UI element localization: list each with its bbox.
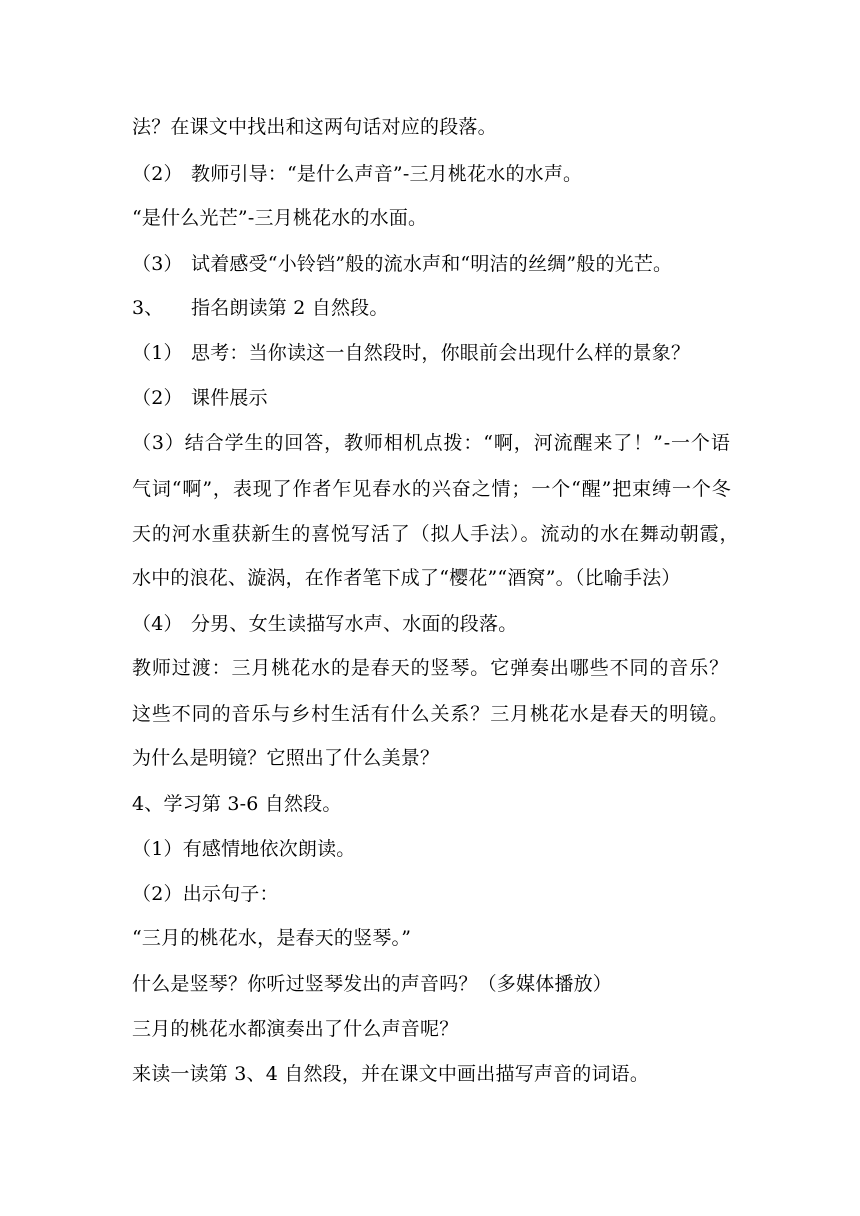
line-text: 水中的浪花、漩涡，在作者笔下成了“樱花”“酒窝”。（比喻手法） [132,567,681,589]
paragraph-line [132,882,742,906]
line-text: 教师过渡：三月桃花水的是春天的竖琴。它弹奏出哪些不同的音乐？ [132,657,730,679]
line-text: 法？在课文中找出和这两句话对应的段落。 [132,116,497,138]
paragraph-line [132,702,742,726]
item-text: 指名朗读第 2 自然段。 [191,297,389,319]
paragraph-line [132,746,742,770]
paragraph-line [132,206,742,230]
paragraph-line [132,656,742,680]
item-number: 3、 [132,297,164,319]
paragraph-line [132,972,742,996]
list-item [132,162,742,186]
item-text: 思考：当你读这一自然段时，你眼前会出现什么样的景象？ [191,342,691,364]
line-text: “是什么光芒”-三月桃花水的水面。 [132,207,428,229]
line-text: （1）有感情地依次朗读。 [132,838,356,860]
list-item [132,252,742,276]
line-text: （2）出示句子： [132,883,279,905]
line-text: （3）结合学生的回答，教师相机点拨：“啊，河流醒来了！”-一个语 [132,432,731,454]
item-number: （1） [132,342,183,364]
paragraph-line [132,477,742,501]
paragraph-line [132,792,742,816]
line-text: 为什么是明镜？它照出了什么美景？ [132,747,440,769]
line-text: 什么是竖琴？你听过竖琴发出的声音吗？（多媒体播放） [132,973,613,995]
list-item [132,612,742,636]
paragraph-line [132,522,742,546]
paragraph-line [132,1062,742,1086]
list-item [132,296,742,320]
paragraph-line [132,431,742,455]
line-text: 三月的桃花水都演奏出了什么声音呢？ [132,1018,459,1040]
paragraph-line [132,1017,742,1041]
paragraph-line [132,115,742,139]
item-text: 教师引导：“是什么声音”-三月桃花水的水声。 [191,163,583,185]
item-number: （4） [132,613,183,635]
line-text: 天的河水重获新生的喜悦写活了（拟人手法）。流动的水在舞动朝霞， [132,523,740,545]
paragraph-line [132,926,742,950]
line-text: 这些不同的音乐与乡村生活有什么关系？三月桃花水是春天的明镜。 [132,703,730,725]
paragraph-line [132,566,742,590]
line-text: “三月的桃花水，是春天的竖琴。” [132,927,412,949]
item-number: （2） [132,163,183,185]
item-text: 分男、女生读描写水声、水面的段落。 [191,613,518,635]
item-text: 试着感受“小铃铛”般的流水声和“明洁的丝绸”般的光芒。 [191,253,673,275]
list-item [132,341,742,365]
item-text: 课件展示 [191,387,268,409]
line-text: 来读一读第 3、4 自然段，并在课文中画出描写声音的词语。 [132,1063,650,1085]
list-item [132,386,742,410]
item-number: （3） [132,253,183,275]
item-number: （2） [132,387,183,409]
line-text: 气词“啊”，表现了作者乍见春水的兴奋之情；一个“醒”把束缚一个冬 [132,478,732,500]
line-text: 4、学习第 3-6 自然段。 [132,793,342,815]
paragraph-line [132,837,742,861]
